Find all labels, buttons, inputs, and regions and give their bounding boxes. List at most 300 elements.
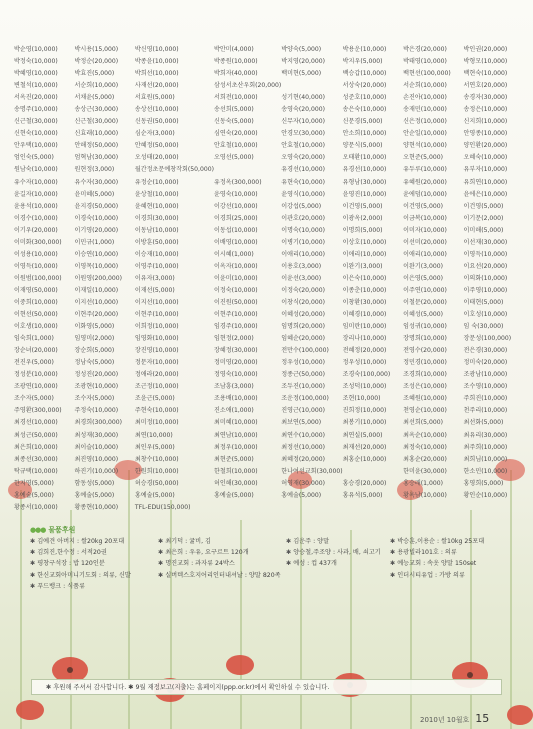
donor-entry: 진희정(10,000) xyxy=(342,407,387,415)
donor-entry: 최선희(5,000) xyxy=(403,419,443,427)
goods-item xyxy=(30,547,158,558)
donor-entry: 서순희(10,000) xyxy=(74,82,119,90)
asterisk-icon: ✱ xyxy=(30,582,36,590)
donor-entry: 조두진(10,000) xyxy=(281,383,325,391)
donor-entry xyxy=(214,164,281,176)
donor-entry: 조성은(10,000) xyxy=(403,383,447,391)
donor-entry: 신은정(10,000) xyxy=(403,118,447,126)
donor-entry: 전은경(30,000) xyxy=(463,347,508,355)
donor-entry: 이강섭(5,000) xyxy=(281,202,322,210)
donor-entry: 정성분(10,000) xyxy=(14,371,58,379)
donor-entry: 최이슬(10,000) xyxy=(74,443,119,451)
donor-entry: 이완기(3,000) xyxy=(403,262,443,270)
donor-entry: 임미란(10,000) xyxy=(342,323,387,331)
donor-entry: 이방훈(50,000) xyxy=(134,238,179,246)
donor-entry: TFL-EDU(150,000) xyxy=(134,503,191,511)
donor-entry: 정문자(10,000) xyxy=(134,359,179,367)
goods-item-text: 인더시티유업 : 가방 의류 xyxy=(397,571,465,579)
donor-entry: 한미윤(30,000) xyxy=(403,467,447,475)
donor-entry: 이유자(3,000) xyxy=(134,274,175,282)
donor-entry: 허영재(30,000) xyxy=(281,479,325,487)
donor-entry: 이주영(10,000) xyxy=(463,286,508,294)
donor-entry: 이영주(10,000) xyxy=(134,262,179,270)
donor-entry: 이윤미(10,000) xyxy=(213,274,258,282)
donor-entry: 안경모(30,000) xyxy=(281,130,325,138)
donor-entry: 이관호(20,000) xyxy=(281,214,325,222)
donor-entry: 양인환(20,000) xyxy=(463,142,508,150)
donor-entry: 이경희(25,000) xyxy=(213,214,258,222)
donor-entry: 양현석(10,000) xyxy=(403,142,447,150)
donor-entry: 박양숙(5,000) xyxy=(281,46,322,53)
bullet-dots-icon: ●●● xyxy=(30,526,46,534)
asterisk-icon: ✱ xyxy=(286,538,292,545)
donor-entry: 원현정(3,000) xyxy=(74,166,115,174)
donor-entry: 이옥자(10,000) xyxy=(213,262,258,270)
donor-entry: 장순녀(20,000) xyxy=(14,347,58,355)
donor-entry: 이현주(10,000) xyxy=(134,311,179,319)
donor-entry: 최정선(10,000) xyxy=(281,443,325,451)
donor-entry: 유경선(10,000) xyxy=(281,166,325,174)
donor-entry: 최유리(30,000) xyxy=(463,431,508,439)
donor-entry: 삼성서초산우회(20,000) xyxy=(213,82,282,90)
donor-entry: 전진우(5,000) xyxy=(14,359,54,367)
donor-entry: 이철문(20,000) xyxy=(403,298,447,306)
donor-entry: 이혜성(20,000) xyxy=(281,311,325,319)
donor-entry: 한소민(10,000) xyxy=(463,467,508,475)
donor-entry: 최경선(10,000) xyxy=(14,419,58,427)
donor-entry: 송상근(30,000) xyxy=(74,106,119,114)
donor-entry: 조광남(10,000) xyxy=(463,371,508,379)
donor-entry: 진영근(10,000) xyxy=(281,407,325,415)
donor-entry: 안소희(10,000) xyxy=(342,130,387,138)
donor-entry: 정우성(10,000) xyxy=(342,359,387,367)
donor-entry: 정민경(10,000) xyxy=(403,359,447,367)
donor-entry: 홍예술(5,000) xyxy=(14,491,54,499)
goods-item-text: 박승훈,이용순 : 쌀10kg 25포대 xyxy=(397,538,485,545)
asterisk-icon: ✱ xyxy=(30,571,36,579)
donor-entry: 유수자(30,000) xyxy=(74,178,119,186)
donor-entry: 신동숙(5,000) xyxy=(213,118,254,126)
donor-entry: 윤혜현(10,000) xyxy=(134,202,179,210)
donor-entry: 주현숙(10,000) xyxy=(134,407,179,415)
donor-entry xyxy=(464,502,524,514)
donor-entry: 홍영희(5,000) xyxy=(463,479,504,487)
donor-entry: 정종근(50,000) xyxy=(281,371,325,379)
donor-entry: 서상숙(20,000) xyxy=(342,82,387,90)
donor-entry: 박순영(10,000) xyxy=(14,46,58,53)
donor-entry: 이종춘(10,000) xyxy=(342,286,387,294)
donor-entry: 한원희(10,000) xyxy=(134,467,179,475)
notice-text: 후원해 주셔서 감사합니다. ✱ 9월 재정보고(지출)는 홈페이지(ppp.or.kr)에서 확인하실 수 있습니다. xyxy=(53,684,330,691)
donor-entry: 이현주(10,000) xyxy=(213,311,258,319)
donor-entry: 이재일(10,000) xyxy=(74,286,119,294)
donor-entry: 변철석(10,000) xyxy=(14,82,58,90)
asterisk-icon: ✱ xyxy=(158,560,164,568)
donor-entry: 전혜정(20,000) xyxy=(342,347,387,355)
donor-entry: 박은경(20,000) xyxy=(403,46,447,53)
donor-entry: 이시혜(1,000) xyxy=(213,250,254,258)
donor-entry: 이지선(10,000) xyxy=(74,298,119,306)
donor-entry: 이영득(10,000) xyxy=(463,250,508,258)
donor-entry: 최홍순(20,000) xyxy=(403,455,447,463)
donor-entry: 진소애(1,000) xyxy=(213,407,254,415)
donor-entry: 신근철(30,000) xyxy=(14,118,58,126)
donor-entry: 이요선(20,000) xyxy=(463,262,508,270)
donor-entry: 안영종(10,000) xyxy=(463,130,508,138)
goods-item xyxy=(390,558,520,569)
asterisk-icon: ✱ xyxy=(390,549,396,557)
donor-entry: 황종서(10,000) xyxy=(14,503,58,511)
goods-item xyxy=(390,536,520,547)
goods-row xyxy=(30,570,520,581)
donor-entry: 심연숙(20,000) xyxy=(213,130,258,138)
donor-entry: 이병기(10,000) xyxy=(281,238,325,246)
donor-entry xyxy=(343,502,403,514)
donor-entry: 최연남(10,000) xyxy=(213,431,258,439)
donor-entry: 이기영(20,000) xyxy=(74,226,119,234)
donor-entry: 이상호(10,000) xyxy=(342,238,387,246)
donor-entry: 이은영(5,000) xyxy=(403,274,443,282)
donor-entry: 이진원(50,000) xyxy=(213,298,258,306)
donor-entry: 정남숙(5,000) xyxy=(74,359,115,367)
donor-entry: 박혜영(10,000) xyxy=(14,70,58,78)
donor-entry: 이선재(30,000) xyxy=(463,238,508,246)
notice-box xyxy=(31,679,502,695)
goods-item-text: 김예견 아버지 : 쌀20kg 20포대 xyxy=(37,538,125,545)
goods-item xyxy=(390,581,520,592)
donor-entry: 이미자(10,000) xyxy=(403,226,447,234)
donor-entry: 성준호(10,000) xyxy=(342,94,387,102)
goods-item xyxy=(286,558,390,569)
donor-entry: 박안미(4,000) xyxy=(213,46,254,53)
donor-entry: 유경선(10,000) xyxy=(342,166,387,174)
donor-entry: 오현준(5,000) xyxy=(403,154,443,162)
donor-entry: 한지영(5,000) xyxy=(14,479,54,487)
donor-entry: 이명희(5,000) xyxy=(342,226,383,234)
donor-entry: 조경희(10,000) xyxy=(403,371,447,379)
donor-entry: 주영환(300,000) xyxy=(14,407,62,415)
donor-entry: 한철희(10,000) xyxy=(213,467,258,475)
donor-entry: 최봉기(10,000) xyxy=(342,419,387,427)
goods-row xyxy=(30,547,520,558)
donor-entry: 홍예술(5,000) xyxy=(74,491,115,499)
goods-donation-heading: ●●● 물품후원 xyxy=(30,526,76,534)
donor-entry xyxy=(281,80,342,92)
donor-entry: 이혜경(10,000) xyxy=(342,311,387,319)
donor-entry: 한나여선교회(30,000) xyxy=(281,467,343,475)
donor-entry: 이창식(20,000) xyxy=(281,298,325,306)
donor-entry: 손진아(10,000) xyxy=(403,94,447,102)
donor-entry: 유정옥(300,000) xyxy=(213,178,262,186)
donor-entry: 조남흥(3,000) xyxy=(213,383,254,391)
donor-entry: 하진기(10,000) xyxy=(74,467,119,475)
goods-item xyxy=(286,581,390,592)
donor-entry: 신근철(30,000) xyxy=(74,118,119,126)
donor-entry: 안효철(10,000) xyxy=(281,142,325,150)
donor-entry: 조성덕(10,000) xyxy=(342,383,387,391)
donor-entry: 임숙희(1,000) xyxy=(14,335,54,343)
donor-entry: 서희전(10,000) xyxy=(213,94,258,102)
goods-item xyxy=(30,536,158,547)
donor-entry: 임 숙(30,000) xyxy=(463,323,504,331)
donor-entry: 월간정초문예창작회(50,000) xyxy=(134,166,214,174)
donor-entry: 허승경(50,000) xyxy=(134,479,179,487)
goods-item xyxy=(286,570,390,581)
donor-entry: 이희정(10,000) xyxy=(134,323,179,331)
donor-entry: 최미정(10,000) xyxy=(134,419,179,427)
donor-entry: 조수영(10,000) xyxy=(463,383,508,391)
donor-entry: 유부자(10,000) xyxy=(463,166,508,174)
donor-entry: 홍예술(5,000) xyxy=(281,491,322,499)
donor-entry: 최연실(5,000) xyxy=(342,431,383,439)
goods-item xyxy=(390,547,520,558)
goods-item-text: 최은희 : 우유, 요구르트 120개 xyxy=(165,549,249,557)
donor-entry: 서채윤(5,000) xyxy=(74,94,115,102)
page-number: 15 xyxy=(475,712,490,725)
donor-entry: 이미화(300,000) xyxy=(14,238,62,246)
donor-entry: 유수자(10,000) xyxy=(14,178,58,186)
donor-entry: 이화영(5,000) xyxy=(74,323,115,331)
donor-entry: 서연호(20,000) xyxy=(463,82,508,90)
donor-entry: 최재선(20,000) xyxy=(342,443,387,451)
donor-entry: 조광현(10,000) xyxy=(74,383,119,391)
goods-item xyxy=(158,547,286,558)
donor-entry: 윤영진(10,000) xyxy=(342,190,387,198)
donor-entry: 송선희(5,000) xyxy=(213,106,254,114)
donor-entry: 이현주(20,000) xyxy=(74,311,119,319)
donor-entry: 엄인숙(5,000) xyxy=(14,154,54,162)
donor-entry: 조운정(100,000) xyxy=(281,395,329,403)
donor-entry: 장명희(10,000) xyxy=(403,335,447,343)
donor-entry: 신효래(10,000) xyxy=(74,130,119,138)
donor-entry: 박정숙(10,000) xyxy=(14,58,58,66)
donor-entry: 백미현(5,000) xyxy=(281,70,322,78)
donor-entry: 윤상철(10,000) xyxy=(134,190,179,198)
donor-entry: 이기문(2,000) xyxy=(463,214,504,222)
asterisk-icon: ✱ xyxy=(390,560,396,568)
donor-entry: 최정숙(10,000) xyxy=(403,443,447,451)
donor-entry: 황종현(10,000) xyxy=(74,503,119,511)
donor-entry: 이호생(10,000) xyxy=(14,323,58,331)
asterisk-icon: ✱ xyxy=(30,549,36,557)
donor-entry: 장진영(10,000) xyxy=(134,347,179,355)
donor-entry: 전영수(20,000) xyxy=(403,347,447,355)
donor-entry: 전만수(100,000) xyxy=(281,347,329,355)
asterisk-icon: ✱ xyxy=(286,549,292,557)
donor-entry: 최종선(30,000) xyxy=(14,455,58,463)
donor-entry: 송영숙(20,000) xyxy=(281,106,325,114)
donor-entry: 이배영(10,000) xyxy=(213,238,258,246)
donor-entry: 박태영(10,000) xyxy=(403,58,447,66)
donor-entry: 임현정(2,000) xyxy=(213,335,254,343)
donor-entry: 조용배(10,000) xyxy=(213,395,258,403)
donor-entry: 신무자(10,000) xyxy=(281,118,325,126)
goods-item-text: 용광빌라101호 : 의류 xyxy=(397,549,457,557)
donor-entry: 정미영(20,000) xyxy=(213,359,258,367)
donor-entry: 함동성(5,000) xyxy=(74,479,115,487)
issue-label: 2010년 10월호 xyxy=(420,716,470,724)
goods-item-text: 김희진,한수정 : 서적20권 xyxy=(37,549,107,557)
donor-entry: 조근정(10,000) xyxy=(134,383,179,391)
donor-entry: 이기우(20,000) xyxy=(14,226,58,234)
donor-entry: 허인해(30,000) xyxy=(213,479,258,487)
donor-entry: 오영숙(20,000) xyxy=(281,154,325,162)
donor-entry: 이완기(3,000) xyxy=(342,262,383,270)
donor-entry: 이금복(10,000) xyxy=(403,214,447,222)
donor-entry: 이동섭(10,000) xyxy=(213,226,258,234)
goods-item xyxy=(158,536,286,547)
donor-entry: 최미혜(10,000) xyxy=(213,419,258,427)
donor-entry: 최경희(300,000) xyxy=(74,419,123,427)
donor-entry: 조수자(5,000) xyxy=(74,395,115,403)
donor-entry: 이건영(5,000) xyxy=(463,202,504,210)
donor-entry: 최보연(5,000) xyxy=(281,419,322,427)
asterisk-icon: ✱ xyxy=(158,538,164,545)
goods-row xyxy=(30,536,520,547)
donor-entry: 홍승경(20,000) xyxy=(342,479,387,487)
goods-item-text: 한신교회아미니기도회 : 의류, 신발 xyxy=(37,571,131,579)
donor-entry: 장순희(5,000) xyxy=(74,347,115,355)
donor-entry: 최홍순(10,000) xyxy=(342,455,387,463)
donor-entry: 윤미혜(5,000) xyxy=(74,190,115,198)
donor-entry xyxy=(343,466,403,478)
donor-entry: 이현선(50,000) xyxy=(14,311,58,319)
goods-item-text: 실버텍스호지어리인터내셔날 : 양말 820족 xyxy=(165,571,281,579)
goods-row xyxy=(30,558,520,569)
donor-entry: 주희진(10,000) xyxy=(463,395,508,403)
donor-entry: 홍예술(5,000) xyxy=(134,491,175,499)
donor-entry: 이영득(10,000) xyxy=(14,262,58,270)
donor-entry xyxy=(214,502,281,514)
donor-entry: 최옥순(10,000) xyxy=(403,431,447,439)
donor-entry: 최정우(10,000) xyxy=(213,443,258,451)
donor-entry: 최은희(10,000) xyxy=(14,443,58,451)
donor-entry: 유현숙(10,000) xyxy=(281,178,325,186)
donor-entry: 조광연(10,000) xyxy=(14,383,58,391)
donor-entry: 유희연(10,000) xyxy=(463,178,508,186)
asterisk-icon: ✱ xyxy=(390,538,396,545)
donor-entry: 최희님(10,000) xyxy=(463,455,508,463)
donor-entry: 사재선(20,000) xyxy=(134,82,179,90)
donor-entry: 유형남(30,000) xyxy=(342,178,387,186)
donor-entry: 윤영숙(10,000) xyxy=(213,190,258,198)
asterisk-icon: ✱ xyxy=(390,571,396,579)
donor-entry: 이재선(5,000) xyxy=(134,286,175,294)
donor-entry: 이애리(10,000) xyxy=(281,250,325,258)
donor-entry: 이영목(10,000) xyxy=(74,262,119,270)
donor-entry: 오혜숙(10,000) xyxy=(463,154,508,162)
goods-item-text: 예능교회 : 속옷 양말 150set xyxy=(397,560,477,568)
donor-entry: 서옥진(20,000) xyxy=(14,94,58,102)
donor-entry: 조혜원(10,000) xyxy=(403,395,447,403)
donor-entry: 이경희(30,000) xyxy=(134,214,179,222)
donor-entry: 이건영(5,000) xyxy=(403,202,443,210)
donor-entry: 박인권(20,000) xyxy=(463,46,508,53)
donor-entry: 송상선(10,000) xyxy=(134,106,179,114)
asterisk-icon: ✱ xyxy=(158,571,164,579)
asterisk-icon: ✱ xyxy=(30,560,36,568)
donor-entry: 원남숙(10,000) xyxy=(14,166,58,174)
donor-entry: 서효원(5,000) xyxy=(134,94,175,102)
donor-entry: 이재영(50,000) xyxy=(14,286,58,294)
donor-entry: 박종원(10,000) xyxy=(213,58,258,66)
goods-item-text: 푸드뱅크 : 식품류 xyxy=(37,582,86,590)
donor-entry: 윤에은(10,000) xyxy=(463,190,508,198)
goods-row xyxy=(30,581,520,592)
goods-item xyxy=(286,536,390,547)
donor-entry: 엄혁남(30,000) xyxy=(74,154,119,162)
donor-entry: 안순일(10,000) xyxy=(403,130,447,138)
donor-entry: 심순자(3,000) xyxy=(134,130,175,138)
goods-item xyxy=(158,570,286,581)
donor-entry: 이승연(10,000) xyxy=(74,250,119,258)
donor-entry: 박신영(10,000) xyxy=(134,46,179,53)
donor-entry: 최진영(10,000) xyxy=(74,455,119,463)
donor-entry: 이정숙(20,000) xyxy=(281,286,325,294)
donor-entry: 박시용(15,000) xyxy=(74,46,119,53)
donor-entry: 이미해(5,000) xyxy=(463,226,504,234)
donor-entry: 이원영(200,000) xyxy=(74,274,123,282)
donor-entry: 박지영(20,000) xyxy=(281,58,325,66)
donor-entry: 천주리(10,000) xyxy=(463,407,508,415)
donor-entry: 이원범(100,000) xyxy=(14,274,62,282)
donor-list xyxy=(14,44,524,514)
donor-entry: 송명주(10,000) xyxy=(14,106,58,114)
donor-entry: 이의화(10,000) xyxy=(463,274,508,282)
donor-entry: 이애리(10,000) xyxy=(403,250,447,258)
donor-entry: 이호성(10,000) xyxy=(463,311,508,319)
donor-entry: 임명희(20,000) xyxy=(281,323,325,331)
donor-entry: 최창수(10,000) xyxy=(134,455,179,463)
donor-entry: 이광옥(2,000) xyxy=(342,214,383,222)
donor-entry: 이혜성(5,000) xyxy=(403,311,443,319)
asterisk-icon: ✱ xyxy=(30,538,36,545)
donor-entry: 이애리(10,000) xyxy=(342,250,387,258)
donor-entry: 백현선(100,000) xyxy=(403,70,451,78)
donor-entry: 신지희(10,000) xyxy=(463,118,508,126)
donor-entry: 박희자(40,000) xyxy=(213,70,258,78)
donor-entry: 신현숙(10,000) xyxy=(14,130,58,138)
goods-item xyxy=(30,558,158,569)
goods-item xyxy=(158,558,286,569)
donor-entry: 박종윤(10,000) xyxy=(134,58,179,66)
donor-entry: 이창환(30,000) xyxy=(342,298,387,306)
asterisk-icon: ✱ xyxy=(158,549,164,557)
donor-entry: 신문경(5,000) xyxy=(342,118,383,126)
donor-entry: 황옥남(10,000) xyxy=(403,491,447,499)
donor-entry: 이용호(3,000) xyxy=(281,262,322,270)
donor-entry: 장리나(10,000) xyxy=(342,335,387,343)
goods-item-text: 예성 : 컵 437개 xyxy=(293,560,337,568)
goods-item xyxy=(286,547,390,558)
donor-entry: 양문식(5,000) xyxy=(342,142,383,150)
donor-entry: 박용운(10,000) xyxy=(342,46,387,53)
donor-entry: 안우택(10,000) xyxy=(14,142,58,150)
donor-entry: 이승재(10,000) xyxy=(134,250,179,258)
goods-item-text: 명진교회 : 과자류 24박스 xyxy=(165,560,235,568)
donor-entry: 임경주(10,000) xyxy=(213,323,258,331)
donor-entry: 이태현(5,000) xyxy=(463,298,504,306)
donor-entry: 윤에덤(10,000) xyxy=(403,190,447,198)
donor-entry: 윤길자(10,000) xyxy=(14,190,58,198)
donor-entry: 서순희(10,000) xyxy=(403,82,447,90)
donor-entry: 박희선(10,000) xyxy=(134,70,179,78)
donor-entry: 조경숙(100,000) xyxy=(342,371,391,379)
donor-entry: 성기현(40,000) xyxy=(281,94,325,102)
donor-entry: 임영화(10,000) xyxy=(134,335,179,343)
donor-entry: 홍예술(5,000) xyxy=(213,491,254,499)
goods-item-text: 양승철,주조양 : 사과, 배, 쇠고기 xyxy=(293,549,381,557)
